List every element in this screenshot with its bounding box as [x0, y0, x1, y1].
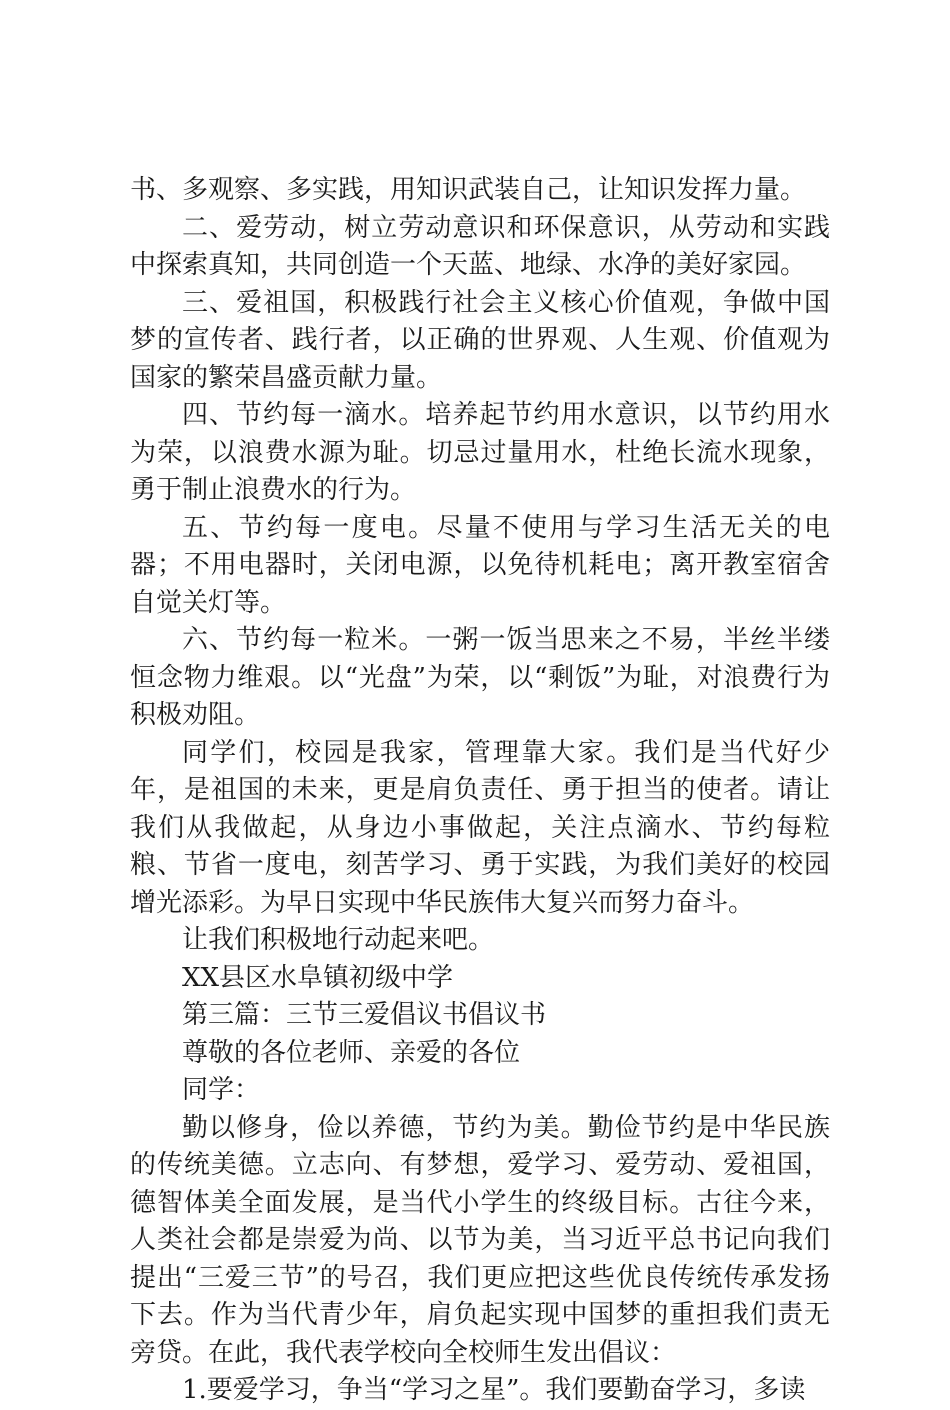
- paragraph-item-4: 四、节约每一滴水。培养起节约用水意识，以节约用水为荣，以浪费水源为耻。切忌过量用水，杜绝长流水现象，勇于制止浪费水的行为。: [130, 400, 830, 505]
- salutation-line-2: 同学：: [182, 1075, 261, 1105]
- paragraph-call-to-action: 让我们积极地行动起来吧。: [182, 925, 495, 955]
- document-body: [130, 172, 830, 1410]
- paragraph-item-3: 三、爱祖国，积极践行社会主义核心价值观，争做中国梦的宣传者、践行者，以正确的世界观、人生观、价值观为国家的繁荣昌盛贡献力量。: [130, 287, 830, 393]
- paragraph-item-2: 二、爱劳动，树立劳动意识和环保意识，从劳动和实践中探索真知，共同创造一个天蓝、地绿、水净的美好家园。: [130, 212, 830, 280]
- salutation-line-1: 尊敬的各位老师、亲爱的各位: [182, 1037, 521, 1068]
- paragraph-item-5: 五、节约每一度电。尽量不使用与学习生活无关的电器；不用电器时，关闭电源，以免待机耗电；离开教室宿舍自觉关灯等。: [130, 512, 830, 618]
- signature-school: XX县区水阜镇初级中学: [182, 962, 454, 993]
- paragraph-point-1: 1.要爱学习，争当“学习之星”。我们要勤奋学习，多读: [182, 1375, 806, 1405]
- paragraph-continuation: 书、多观察、多实践，用知识武装自己，让知识发挥力量。: [130, 175, 807, 205]
- paragraph-item-6: 六、节约每一粒米。一粥一饭当思来之不易，半丝半缕恒念物力维艰。以“光盘”为荣，以“剩饭”为耻，对浪费行为积极劝阻。: [130, 625, 830, 730]
- paragraph-intro: 勤以修身，俭以养德，节约为美。勤俭节约是中华民族的传统美德。立志向、有梦想，爱学习、爱劳动、爱祖国，德智体美全面发展，是当代小学生的终级目标。古往今来，人类社会都是崇爱为尚、以节为美，当习近平总书记向我们提出“三爱三节”的号召，我们更应把这些优良传统传承发扬下去。作为当代青少年，肩负起实现中国梦的重担我们责无旁贷。在此，我代表学校向全校师生发出倡议：: [130, 1112, 830, 1368]
- paragraph-closing: 同学们，校园是我家，管理靠大家。我们是当代好少年，是祖国的未来，更是肩负责任、勇于担当的使者。请让我们从我做起，从身边小事做起，关注点滴水、节约每粒粮、节省一度电，刻苦学习、勇于实践，为我们美好的校园增光添彩。为早日实现中华民族伟大复兴而努力奋斗。: [130, 737, 830, 918]
- section-title: 第三篇：三节三爱倡议书倡议书: [182, 1000, 547, 1030]
